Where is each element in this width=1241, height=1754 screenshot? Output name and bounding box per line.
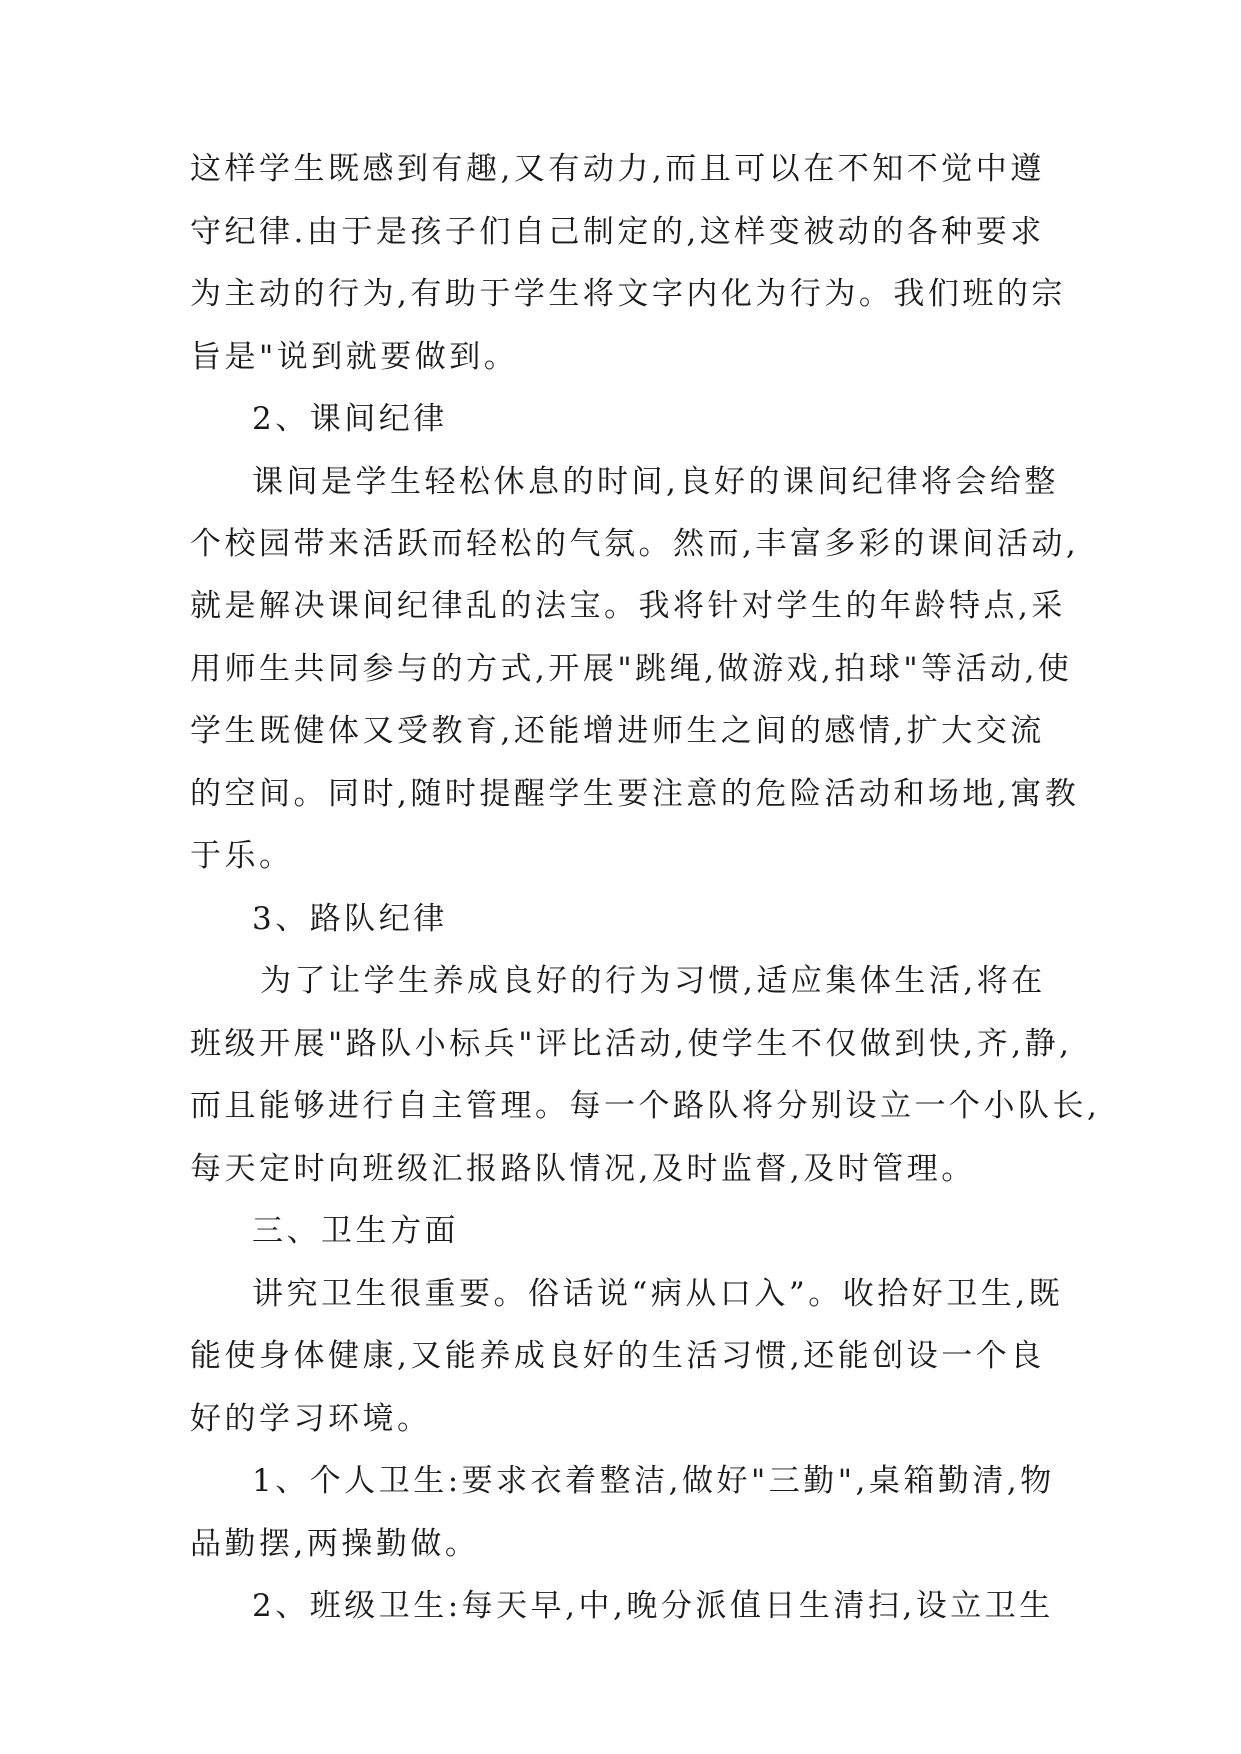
paragraph-first-line: 课间是学生轻松休息的时间,良好的课间纪律将会给整 xyxy=(252,464,1059,500)
text-line: 守纪律.由于是孩子们自己制定的,这样变被动的各种要求 xyxy=(190,214,1045,250)
text-line: 就是解决课间纪律乱的法宝。我将针对学生的年龄特点,采 xyxy=(190,588,1066,624)
text-line: 好的学习环境。 xyxy=(190,1401,432,1437)
text-line: 学生既健体又受教育,还能增进师生之间的感情,扩大交流 xyxy=(190,713,1045,749)
text-line: 班级开展"路队小标兵"评比活动,使学生不仅做到快,齐,静, xyxy=(190,1026,1073,1062)
text-line: 于乐。 xyxy=(190,838,294,874)
section-heading: 3、路队纪律 xyxy=(252,901,448,937)
text-line: 的空间。同时,随时提醒学生要注意的危险活动和场地,寓教 xyxy=(190,776,1080,812)
paragraph-first-line: 讲究卫生很重要。俗话说“病从口入”。收拾好卫生,既 xyxy=(252,1276,1064,1312)
text-line: 旨是"说到就要做到。 xyxy=(190,339,519,375)
paragraph-first-line: 1、个人卫生:要求衣着整洁,做好"三勤",桌箱勤清,物 xyxy=(252,1463,1055,1499)
section-heading: 三、卫生方面 xyxy=(252,1213,459,1249)
text-line: 个校园带来活跃而轻松的气氛。然而,丰富多彩的课间活动, xyxy=(190,526,1080,562)
text-line: 品勤摆,两操勤做。 xyxy=(190,1526,480,1562)
text-line: 这样学生既感到有趣,又有动力,而且可以在不知不觉中遵 xyxy=(190,151,1045,187)
text-line: 用师生共同参与的方式,开展"跳绳,做游戏,拍球"等活动,使 xyxy=(190,651,1073,687)
text-line: 为主动的行为,有助于学生将文字内化为行为。我们班的宗 xyxy=(190,276,1066,312)
paragraph-first-line: 2、班级卫生:每天早,中,晚分派值日生清扫,设立卫生 xyxy=(252,1588,1054,1624)
text-line: 能使身体健康,又能养成良好的生活习惯,还能创设一个良 xyxy=(190,1338,1045,1374)
section-heading: 2、课间纪律 xyxy=(252,401,448,437)
text-line: 而且能够进行自主管理。每一个路队将分别设立一个小队长, xyxy=(190,1088,1101,1124)
text-line: 每天定时向班级汇报路队情况,及时监督,及时管理。 xyxy=(190,1151,976,1187)
paragraph-first-line: 为了让学生养成良好的行为习惯,适应集体生活,将在 xyxy=(260,963,1046,999)
